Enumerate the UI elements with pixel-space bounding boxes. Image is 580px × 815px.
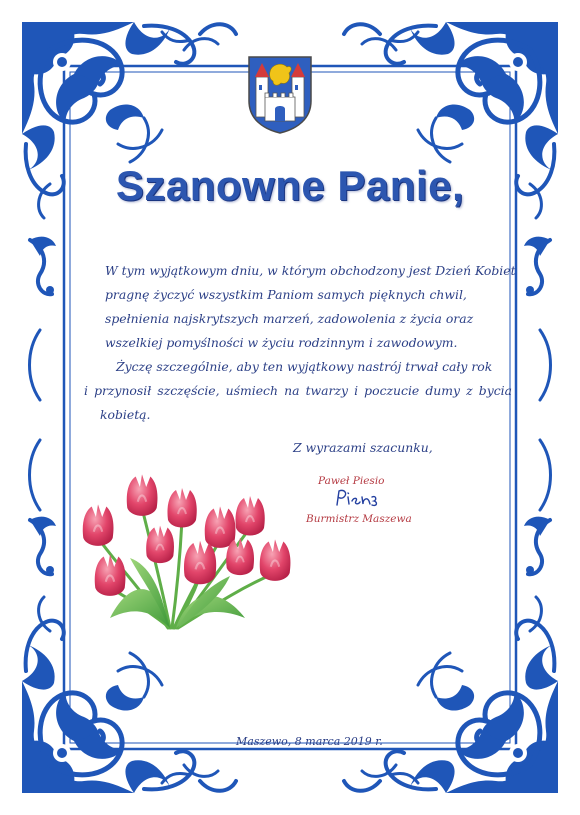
signer-name: Paweł Piesio <box>318 475 385 487</box>
signer-title: Burmistrz Maszewa <box>306 513 412 525</box>
text-line: W tym wyjątkowym dniu, w którym obchodzony jest Dzień Kobiet <box>105 263 516 278</box>
text-line: wszelkiej pomyślności w życiu rodzinnym i zawodowym. <box>105 335 458 350</box>
closing-phrase: Z wyrazami szacunku, <box>293 440 433 455</box>
page-title: Szanowne Panie, <box>115 162 465 209</box>
text-line: spełnienia najskrytszych marzeń, zadowolenia z życia oraz <box>105 311 474 326</box>
place-and-date: Maszewo, 8 marca 2019 r. <box>236 735 383 748</box>
paragraph-1 <box>100 259 516 355</box>
handwritten-signature <box>334 487 384 509</box>
tulip-bouquet-image <box>70 468 310 636</box>
text-line: kobietą. <box>100 407 151 422</box>
coat-of-arms-icon <box>247 55 313 135</box>
text-line: Życzę szczególnie, aby ten wyjątkowy nastrój trwał cały rok <box>116 359 493 374</box>
text-line: pragnę życzyć wszystkim Paniom samych pięknych chwil, <box>105 287 467 302</box>
paragraph-2 <box>84 355 512 427</box>
text-line: i przynosił szczęście, uśmiech na twarzy i poczucie dumy z bycia <box>84 383 512 398</box>
letter-body <box>84 259 516 427</box>
